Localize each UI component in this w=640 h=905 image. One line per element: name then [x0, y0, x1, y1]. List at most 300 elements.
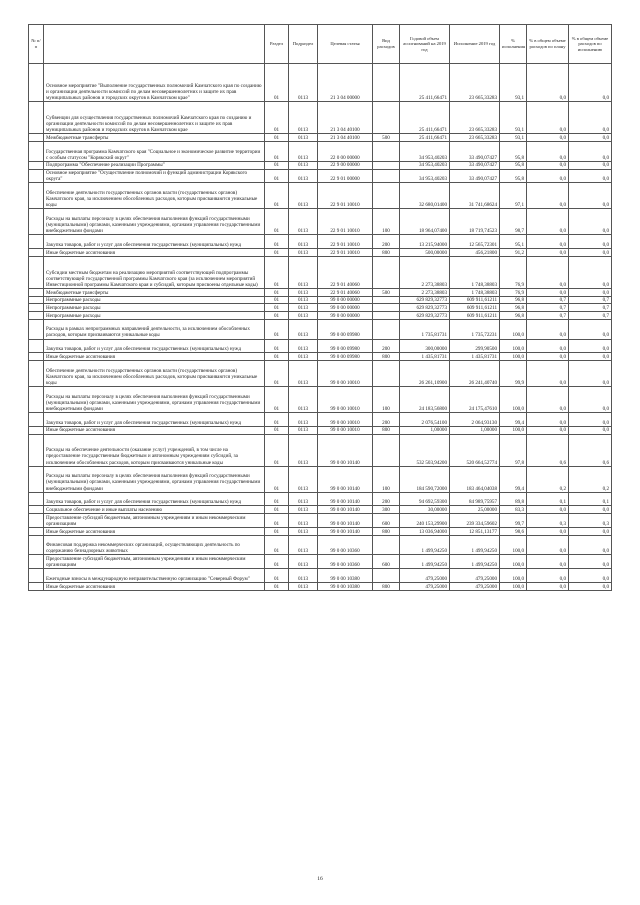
- cell-section: 01: [265, 426, 289, 434]
- cell-subsection: 0113: [289, 235, 318, 249]
- cell-execution: 23 665,33283: [450, 102, 500, 134]
- cell-subsection: 0113: [289, 527, 318, 535]
- cell-share-plan: 0,0: [527, 387, 569, 413]
- cell-target: 22 9 01 40060: [318, 288, 373, 296]
- cell-expense-type: [373, 161, 400, 169]
- cell-section: 01: [265, 555, 289, 569]
- cell-section: 01: [265, 235, 289, 249]
- cell-expense-type: [373, 434, 400, 466]
- cell-expense-type: 800: [373, 353, 400, 361]
- cell-subsection: 0113: [289, 183, 318, 209]
- cell-subsection: 0113: [289, 161, 318, 169]
- cell-name: Расходы на выплаты персоналу в целях обеспечения выполнения функций государственными (муниципальными) органами, казенными учреждениями, органами управления государственными внебюджетными фондами: [44, 387, 265, 413]
- cell-name: Основное мероприятие "Выполнение государственных полномочий Камчатского края по созданию и организации деятельности комиссий по делам несовершеннолетних и защите их прав муниципальных районов и городских округов в Камчатском крае": [44, 64, 265, 102]
- cell-num: [29, 183, 44, 209]
- cell-execution: 2 064,93130: [450, 413, 500, 427]
- header-share-exec: % в общем объеме расходов по исполнению: [569, 25, 612, 64]
- cell-subsection: 0113: [289, 514, 318, 528]
- cell-num: [29, 296, 44, 304]
- cell-percent: 95,8: [500, 169, 527, 183]
- cell-share-plan: 0,6: [527, 434, 569, 466]
- cell-annual-plan: 532 503,94200: [400, 434, 450, 466]
- cell-percent: 91,2: [500, 249, 527, 257]
- cell-name: Непрограммные расходы: [44, 304, 265, 312]
- cell-share-exec: 0,0: [569, 583, 612, 591]
- cell-target: 99 0 00 09980: [318, 339, 373, 353]
- cell-expense-type: [373, 569, 400, 583]
- table-row: [29, 296, 612, 304]
- cell-expense-type: [373, 319, 400, 339]
- cell-annual-plan: 479,25000: [400, 583, 450, 591]
- header-name: [44, 25, 265, 64]
- header-section: Раздел: [265, 25, 289, 64]
- cell-percent: 89,8: [500, 492, 527, 506]
- table-row: [29, 492, 612, 506]
- cell-execution: 84 989,75957: [450, 492, 500, 506]
- cell-subsection: 0113: [289, 134, 318, 142]
- cell-annual-plan: 629 829,32773: [400, 304, 450, 312]
- cell-target: 22 0 00 00000: [318, 141, 373, 161]
- cell-target: 99 0 00 10010: [318, 387, 373, 413]
- cell-share-exec: 0,0: [569, 535, 612, 555]
- cell-share-plan: 0,0: [527, 569, 569, 583]
- cell-execution: 33 490,07427: [450, 161, 500, 169]
- cell-target: 99 0 00 10140: [318, 527, 373, 535]
- cell-num: [29, 319, 44, 339]
- cell-subsection: 0113: [289, 492, 318, 506]
- cell-percent: 100,0: [500, 555, 527, 569]
- cell-target: 22 9 01 10010: [318, 209, 373, 235]
- cell-section: 01: [265, 527, 289, 535]
- cell-subsection: 0113: [289, 361, 318, 387]
- cell-expense-type: [373, 169, 400, 183]
- cell-target: 22 9 01 10010: [318, 235, 373, 249]
- table-row: [29, 311, 612, 319]
- cell-percent: 97,8: [500, 434, 527, 466]
- cell-name: Расходы на выплаты персоналу в целях обеспечения выполнения функций государственными (муниципальными) органами, казенными учреждениями, органами управления государственными внебюджетными фондами: [44, 209, 265, 235]
- cell-percent: 96,8: [500, 311, 527, 319]
- cell-annual-plan: 26 261,10900: [400, 361, 450, 387]
- cell-execution: 33 490,07427: [450, 141, 500, 161]
- cell-share-exec: 0,0: [569, 256, 612, 288]
- cell-execution: 25,00000: [450, 506, 500, 514]
- cell-expense-type: 500: [373, 134, 400, 142]
- cell-share-plan: 0,0: [527, 339, 569, 353]
- cell-subsection: 0113: [289, 304, 318, 312]
- cell-target: 99 0 00 10010: [318, 361, 373, 387]
- cell-subsection: 0113: [289, 434, 318, 466]
- cell-num: [29, 339, 44, 353]
- cell-section: 01: [265, 506, 289, 514]
- cell-expense-type: [373, 304, 400, 312]
- cell-target: 22 9 01 40060: [318, 256, 373, 288]
- cell-num: [29, 583, 44, 591]
- cell-name: Предоставление субсидий бюджетным, автономным учреждениям и иным некоммерческим организациям: [44, 555, 265, 569]
- cell-target: 99 0 00 10140: [318, 506, 373, 514]
- cell-share-exec: 0,0: [569, 64, 612, 102]
- cell-name: Непрограммные расходы: [44, 311, 265, 319]
- cell-num: [29, 209, 44, 235]
- cell-execution: 18 719,74523: [450, 209, 500, 235]
- table-row: [29, 209, 612, 235]
- cell-target: 22 9 00 00000: [318, 161, 373, 169]
- cell-share-exec: 0,3: [569, 514, 612, 528]
- table-row: [29, 361, 612, 387]
- cell-name: Субвенции для осуществления государственных полномочий Камчатского края по созданию и организации деятельности комиссий по делам несовершеннолетних и защите их прав муниципальных районов и городских округов в Камчатском крае: [44, 102, 265, 134]
- cell-share-plan: 0,3: [527, 514, 569, 528]
- cell-target: 99 0 00 00000: [318, 304, 373, 312]
- table-row: [29, 535, 612, 555]
- cell-num: [29, 361, 44, 387]
- table-row: [29, 506, 612, 514]
- cell-subsection: 0113: [289, 319, 318, 339]
- cell-target: 99 0 00 10010: [318, 413, 373, 427]
- cell-percent: 98,7: [500, 209, 527, 235]
- cell-name: Иные бюджетные ассигнования: [44, 426, 265, 434]
- cell-name: Иные бюджетные ассигнования: [44, 583, 265, 591]
- cell-target: 99 0 00 00000: [318, 311, 373, 319]
- cell-num: [29, 527, 44, 535]
- cell-execution: 609 911,61211: [450, 304, 500, 312]
- cell-name: Непрограммные расходы: [44, 296, 265, 304]
- cell-section: 01: [265, 361, 289, 387]
- cell-annual-plan: 25 411,66471: [400, 102, 450, 134]
- cell-share-plan: 0,0: [527, 64, 569, 102]
- cell-name: Закупка товаров, работ и услуг для обеспечения государственных (муниципальных) нужд: [44, 339, 265, 353]
- cell-num: [29, 256, 44, 288]
- cell-execution: 239 334,59602: [450, 514, 500, 528]
- cell-execution: 24 175,47610: [450, 387, 500, 413]
- cell-annual-plan: 1 499,94250: [400, 535, 450, 555]
- cell-expense-type: 200: [373, 235, 400, 249]
- header-percent: % исполнения: [500, 25, 527, 64]
- cell-execution: 12 565,72301: [450, 235, 500, 249]
- cell-target: 99 0 00 09980: [318, 319, 373, 339]
- cell-name: Предоставление субсидий бюджетным, автономным учреждениям и иным некоммерческим организациям: [44, 514, 265, 528]
- cell-num: [29, 514, 44, 528]
- cell-annual-plan: 2 076,54100: [400, 413, 450, 427]
- cell-annual-plan: 18 964,07400: [400, 209, 450, 235]
- cell-percent: 76,9: [500, 256, 527, 288]
- cell-expense-type: 300: [373, 506, 400, 514]
- cell-subsection: 0113: [289, 426, 318, 434]
- cell-share-exec: 0,1: [569, 492, 612, 506]
- cell-subsection: 0113: [289, 256, 318, 288]
- table-row: [29, 288, 612, 296]
- cell-annual-plan: 1 435,81731: [400, 353, 450, 361]
- cell-expense-type: [373, 535, 400, 555]
- cell-name: Закупка товаров, работ и услуг для обеспечения государственных (муниципальных) нужд: [44, 235, 265, 249]
- cell-expense-type: [373, 296, 400, 304]
- cell-share-plan: 0,0: [527, 413, 569, 427]
- cell-share-plan: 0,0: [527, 209, 569, 235]
- cell-num: [29, 102, 44, 134]
- cell-percent: 96,8: [500, 304, 527, 312]
- cell-percent: 100,0: [500, 569, 527, 583]
- cell-name: Обеспечение деятельности государственных органов власти (государственных органов) Камчатского края, за исключением обособленных расходов, которым присваиваются уникальные коды: [44, 183, 265, 209]
- cell-target: 99 0 00 10140: [318, 492, 373, 506]
- cell-annual-plan: 479,25000: [400, 569, 450, 583]
- cell-section: 01: [265, 466, 289, 492]
- cell-subsection: 0113: [289, 249, 318, 257]
- cell-name: Закупка товаров, работ и услуг для обеспечения государственных (муниципальных) нужд: [44, 413, 265, 427]
- cell-share-plan: 0,0: [527, 426, 569, 434]
- cell-section: 01: [265, 288, 289, 296]
- cell-subsection: 0113: [289, 64, 318, 102]
- cell-share-plan: 0,0: [527, 102, 569, 134]
- cell-subsection: 0113: [289, 102, 318, 134]
- table-row: [29, 319, 612, 339]
- cell-subsection: 0113: [289, 535, 318, 555]
- cell-num: [29, 413, 44, 427]
- cell-share-plan: 0,0: [527, 256, 569, 288]
- cell-share-plan: 0,0: [527, 319, 569, 339]
- cell-share-exec: 0,0: [569, 426, 612, 434]
- cell-name: Ежегодные взносы в международную неправительственную организацию "Северный Форум": [44, 569, 265, 583]
- cell-share-plan: 0,0: [527, 183, 569, 209]
- cell-share-exec: 0,6: [569, 434, 612, 466]
- cell-execution: 33 490,07427: [450, 169, 500, 183]
- cell-percent: 99,4: [500, 466, 527, 492]
- header-expense-type: Вид расходов: [373, 25, 400, 64]
- cell-execution: 1 748,38803: [450, 256, 500, 288]
- cell-execution: 1 435,81731: [450, 353, 500, 361]
- cell-percent: 100,0: [500, 583, 527, 591]
- cell-annual-plan: 1,00000: [400, 426, 450, 434]
- table-row: [29, 583, 612, 591]
- table-row: [29, 256, 612, 288]
- cell-num: [29, 311, 44, 319]
- table-header-row: [29, 25, 612, 64]
- budget-execution-table: [28, 24, 612, 591]
- cell-subsection: 0113: [289, 387, 318, 413]
- cell-share-plan: 0,0: [527, 527, 569, 535]
- cell-name: Подпрограмма "Обеспечение реализации Программы": [44, 161, 265, 169]
- cell-annual-plan: 25 411,66471: [400, 64, 450, 102]
- cell-section: 01: [265, 304, 289, 312]
- cell-share-exec: 0,0: [569, 555, 612, 569]
- cell-annual-plan: 13 215,94000: [400, 235, 450, 249]
- cell-name: Иные бюджетные ассигнования: [44, 527, 265, 535]
- cell-share-exec: 0,0: [569, 361, 612, 387]
- cell-annual-plan: 629 829,32773: [400, 311, 450, 319]
- cell-num: [29, 161, 44, 169]
- page-number: 16: [317, 876, 323, 882]
- table-row: [29, 527, 612, 535]
- cell-name: Расходы на обеспечение деятельности (оказание услуг) учреждений, в том числе на предоставление государственным бюджетным и автономным учреждениям субсидий, за исключением обособленных расходов, которым присваиваются уникальные коды: [44, 434, 265, 466]
- table-row: [29, 249, 612, 257]
- table-row: [29, 514, 612, 528]
- cell-percent: 99,7: [500, 514, 527, 528]
- cell-percent: 93,1: [500, 134, 527, 142]
- cell-share-plan: 0,0: [527, 288, 569, 296]
- cell-share-exec: 0,7: [569, 311, 612, 319]
- cell-section: 01: [265, 256, 289, 288]
- cell-section: 01: [265, 102, 289, 134]
- cell-num: [29, 387, 44, 413]
- cell-target: 99 0 00 10380: [318, 583, 373, 591]
- cell-subsection: 0113: [289, 466, 318, 492]
- cell-percent: 96,8: [500, 296, 527, 304]
- cell-annual-plan: 94 692,59300: [400, 492, 450, 506]
- cell-share-exec: 0,7: [569, 304, 612, 312]
- cell-execution: 609 911,61211: [450, 296, 500, 304]
- cell-subsection: 0113: [289, 555, 318, 569]
- table-row: [29, 426, 612, 434]
- cell-percent: 76,9: [500, 288, 527, 296]
- header-num: № п/п: [29, 25, 44, 64]
- cell-section: 01: [265, 569, 289, 583]
- cell-share-plan: 0,2: [527, 466, 569, 492]
- cell-num: [29, 304, 44, 312]
- cell-share-plan: 0,0: [527, 353, 569, 361]
- cell-annual-plan: 1 735,81731: [400, 319, 450, 339]
- cell-num: [29, 235, 44, 249]
- cell-target: 99 0 00 10380: [318, 569, 373, 583]
- cell-name: Межбюджетные трансферты: [44, 288, 265, 296]
- cell-execution: 456,21800: [450, 249, 500, 257]
- cell-expense-type: [373, 141, 400, 161]
- cell-num: [29, 353, 44, 361]
- header-annual-plan: Годовой объем ассигнований на 2019 год: [400, 25, 450, 64]
- table-row: [29, 387, 612, 413]
- cell-expense-type: [373, 64, 400, 102]
- cell-subsection: 0113: [289, 413, 318, 427]
- cell-annual-plan: 240 153,29900: [400, 514, 450, 528]
- cell-name: Основное мероприятие "Осуществление полномочий и функций администрации Корякского округа": [44, 169, 265, 183]
- cell-annual-plan: 32 680,01400: [400, 183, 450, 209]
- cell-execution: 299,90500: [450, 339, 500, 353]
- cell-num: [29, 141, 44, 161]
- table-row: [29, 134, 612, 142]
- cell-expense-type: 800: [373, 527, 400, 535]
- cell-share-plan: 0,7: [527, 311, 569, 319]
- cell-share-exec: 0,0: [569, 102, 612, 134]
- cell-subsection: 0113: [289, 583, 318, 591]
- cell-num: [29, 569, 44, 583]
- cell-percent: 100,0: [500, 319, 527, 339]
- cell-num: [29, 506, 44, 514]
- cell-target: 99 0 00 10010: [318, 426, 373, 434]
- cell-section: 01: [265, 353, 289, 361]
- cell-section: 01: [265, 64, 289, 102]
- cell-num: [29, 288, 44, 296]
- cell-subsection: 0113: [289, 296, 318, 304]
- cell-num: [29, 434, 44, 466]
- cell-expense-type: 100: [373, 387, 400, 413]
- cell-share-plan: 0,0: [527, 583, 569, 591]
- cell-subsection: 0113: [289, 311, 318, 319]
- cell-share-exec: 0,2: [569, 466, 612, 492]
- cell-share-plan: 0,0: [527, 361, 569, 387]
- cell-section: 01: [265, 311, 289, 319]
- cell-target: 21 3 04 40100: [318, 102, 373, 134]
- header-execution: Исполнение 2019 год: [450, 25, 500, 64]
- cell-annual-plan: 34 953,40203: [400, 169, 450, 183]
- header-subsection: Подраздел: [289, 25, 318, 64]
- cell-share-plan: 0,0: [527, 141, 569, 161]
- cell-num: [29, 134, 44, 142]
- table-row: [29, 413, 612, 427]
- cell-execution: 479,25000: [450, 569, 500, 583]
- table-row: [29, 169, 612, 183]
- table-row: [29, 555, 612, 569]
- cell-expense-type: 100: [373, 466, 400, 492]
- cell-execution: 520 664,52774: [450, 434, 500, 466]
- cell-percent: 100,0: [500, 426, 527, 434]
- cell-section: 01: [265, 413, 289, 427]
- cell-share-plan: 0,0: [527, 235, 569, 249]
- cell-share-exec: 0,0: [569, 387, 612, 413]
- table-row: [29, 102, 612, 134]
- cell-annual-plan: 25 411,66471: [400, 134, 450, 142]
- table-row: [29, 183, 612, 209]
- cell-share-plan: 0,0: [527, 134, 569, 142]
- cell-name: Социальное обеспечение и иные выплаты населению: [44, 506, 265, 514]
- cell-share-exec: 0,0: [569, 413, 612, 427]
- cell-target: 99 0 00 10140: [318, 514, 373, 528]
- cell-share-exec: 0,0: [569, 209, 612, 235]
- header-share-plan: % в общем объеме расходов по плану: [527, 25, 569, 64]
- cell-annual-plan: 629 829,32773: [400, 296, 450, 304]
- cell-target: 99 0 00 09980: [318, 353, 373, 361]
- cell-share-plan: 0,0: [527, 506, 569, 514]
- cell-percent: 99,9: [500, 361, 527, 387]
- cell-expense-type: [373, 183, 400, 209]
- cell-execution: 609 911,61211: [450, 311, 500, 319]
- table-row: [29, 161, 612, 169]
- cell-name: Иные бюджетные ассигнования: [44, 249, 265, 257]
- cell-section: 01: [265, 492, 289, 506]
- cell-percent: 100,0: [500, 535, 527, 555]
- cell-annual-plan: 300,00000: [400, 339, 450, 353]
- cell-section: 01: [265, 141, 289, 161]
- cell-share-plan: 0,0: [527, 161, 569, 169]
- cell-subsection: 0113: [289, 353, 318, 361]
- cell-execution: 1 499,94250: [450, 535, 500, 555]
- cell-percent: 83,3: [500, 506, 527, 514]
- cell-share-exec: 0,0: [569, 319, 612, 339]
- cell-annual-plan: 184 590,72000: [400, 466, 450, 492]
- cell-percent: 93,1: [500, 102, 527, 134]
- cell-section: 01: [265, 434, 289, 466]
- cell-num: [29, 64, 44, 102]
- cell-target: 22 9 01 00000: [318, 169, 373, 183]
- cell-percent: 95,8: [500, 161, 527, 169]
- cell-execution: 23 665,33283: [450, 134, 500, 142]
- cell-share-exec: 0,0: [569, 161, 612, 169]
- cell-share-plan: 0,7: [527, 304, 569, 312]
- cell-share-exec: 0,0: [569, 569, 612, 583]
- cell-subsection: 0113: [289, 141, 318, 161]
- header-target: Целевая статья: [318, 25, 373, 64]
- cell-section: 01: [265, 161, 289, 169]
- cell-subsection: 0113: [289, 339, 318, 353]
- cell-subsection: 0113: [289, 209, 318, 235]
- cell-execution: 23 665,33283: [450, 64, 500, 102]
- cell-section: 01: [265, 296, 289, 304]
- cell-section: 01: [265, 183, 289, 209]
- cell-annual-plan: 13 036,94000: [400, 527, 450, 535]
- cell-annual-plan: 34 953,40203: [400, 141, 450, 161]
- cell-percent: 99,4: [500, 413, 527, 427]
- cell-expense-type: 200: [373, 339, 400, 353]
- cell-section: 01: [265, 319, 289, 339]
- cell-num: [29, 426, 44, 434]
- cell-num: [29, 249, 44, 257]
- cell-name: Межбюджетные трансферты: [44, 134, 265, 142]
- cell-share-exec: 0,0: [569, 134, 612, 142]
